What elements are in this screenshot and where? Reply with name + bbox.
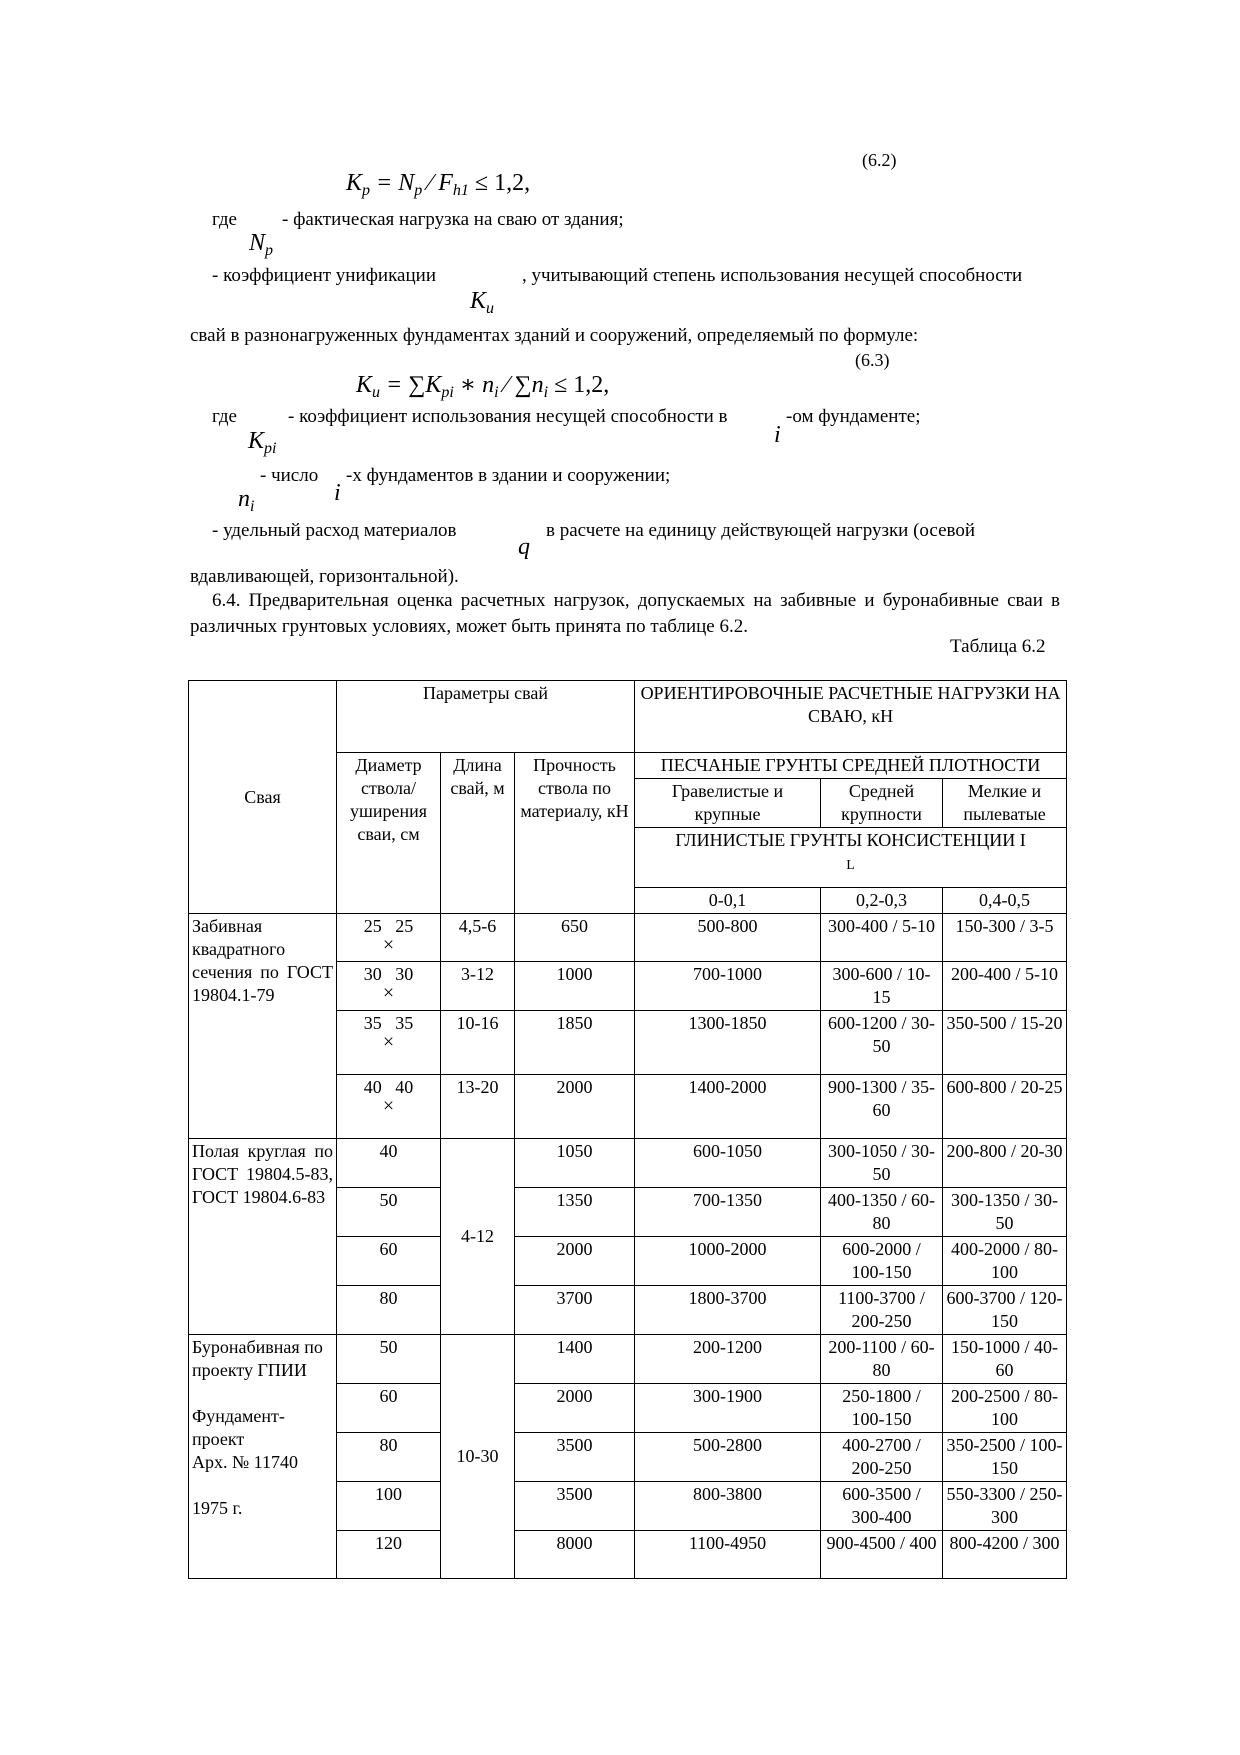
ku-text-line2: свай в разнонагруженных фундаментах зданий и сооружений, определяемый по формуле:: [190, 325, 919, 346]
eq-subscript: pi: [441, 384, 454, 401]
load-cell: 300-1350 / 30-50: [943, 1188, 1067, 1237]
eq-part: ≤ 1,2,: [468, 170, 531, 196]
eq-subscript: i: [543, 384, 549, 401]
kpi-text-b: -ом фундаменте;: [786, 406, 921, 427]
strength-cell: 3500: [515, 1433, 635, 1482]
dim-a: 35: [363, 1013, 382, 1033]
sym: K: [470, 288, 487, 314]
bored-label: проекту ГПИИ: [192, 1360, 307, 1380]
table-caption: Таблица 6.2: [950, 636, 1046, 657]
header-consistency-2: 0,2-0,3: [821, 888, 943, 914]
length-cell: 4-12: [441, 1139, 515, 1335]
dim-b: 40: [395, 1077, 414, 1097]
load-cell: 800-4200 / 300: [943, 1531, 1067, 1579]
length-cell: 10-16: [441, 1011, 515, 1075]
header-consistency-1: 0-0,1: [635, 888, 821, 914]
q-text-line2: вдавливающей, горизонтальной).: [190, 566, 459, 587]
load-cell: 400-2000 / 80-100: [943, 1237, 1067, 1286]
diameter-cell: [337, 1011, 441, 1075]
load-cell: 700-1000: [635, 962, 821, 1011]
bored-label: Буронабивная по: [192, 1337, 323, 1357]
equation-6-3: [356, 370, 609, 402]
load-cell: 1100-3700 / 200-250: [821, 1286, 943, 1335]
ni-symbol: [238, 486, 254, 516]
dim-a: 25: [363, 916, 382, 936]
header-diameter: Диаметр ствола/ уширения сваи, см: [337, 753, 441, 914]
load-cell: 600-1200 / 30-50: [821, 1011, 943, 1075]
load-cell: 600-3700 / 120-150: [943, 1286, 1067, 1335]
bored-label: 1975 г.: [192, 1498, 243, 1518]
header-pile: Свая: [189, 681, 337, 914]
strength-cell: 1400: [515, 1335, 635, 1384]
length-cell: 13-20: [441, 1075, 515, 1139]
table-row: [189, 914, 1067, 962]
load-cell: 300-1050 / 30-50: [821, 1139, 943, 1188]
strength-cell: 1050: [515, 1139, 635, 1188]
equation-number-6-2: (6.2): [862, 150, 897, 170]
strength-cell: 3500: [515, 1482, 635, 1531]
kpi-text-a: - коэффициент использования несущей способности в: [288, 406, 728, 427]
where-label: где: [212, 209, 237, 230]
i-symbol: i: [774, 422, 781, 448]
where-label: где: [212, 406, 237, 427]
q-text-a: - удельный расход материалов: [212, 520, 457, 541]
load-cell: 300-600 / 10-15: [821, 962, 943, 1011]
dim-a: 40: [363, 1077, 382, 1097]
strength-cell: 650: [515, 914, 635, 962]
header-strength: Прочность ствола по материалу, кН: [515, 753, 635, 914]
eq-subscript: i: [494, 384, 499, 401]
load-cell: 400-1350 / 60-80: [821, 1188, 943, 1237]
load-cell: 200-800 / 20-30: [943, 1139, 1067, 1188]
eq-subscript: p: [362, 182, 371, 199]
i-symbol: i: [334, 480, 341, 506]
load-cell: 1400-2000: [635, 1075, 821, 1139]
diameter-cell: 80: [337, 1286, 441, 1335]
load-cell: 800-3800: [635, 1482, 821, 1531]
header-gravel: Гравелистые и крупные: [635, 779, 821, 828]
strength-cell: 2000: [515, 1075, 635, 1139]
strength-cell: 2000: [515, 1384, 635, 1433]
diameter-cell: 50: [337, 1335, 441, 1384]
load-cell: 150-1000 / 40-60: [943, 1335, 1067, 1384]
header-clay: [635, 828, 1067, 888]
diameter-cell: 80: [337, 1433, 441, 1482]
load-cell: 1000-2000: [635, 1237, 821, 1286]
np-symbol: [249, 230, 273, 260]
eq-subscript: u: [372, 384, 381, 401]
eq-subscript: p: [414, 182, 423, 199]
strength-cell: 1850: [515, 1011, 635, 1075]
np-definition: - фактическая нагрузка на сваю от здания;: [282, 209, 624, 230]
load-cell: 350-500 / 15-20: [943, 1011, 1067, 1075]
header-sand: ПЕСЧАНЫЕ ГРУНТЫ СРЕДНЕЙ ПЛОТНОСТИ: [635, 753, 1067, 779]
length-cell: 10-30: [441, 1335, 515, 1579]
load-cell: 600-2000 / 100-150: [821, 1237, 943, 1286]
diameter-cell: 40: [337, 1139, 441, 1188]
diameter-cell: 60: [337, 1384, 441, 1433]
header-length: Длина свай, м: [441, 753, 515, 914]
clay-label: ГЛИНИСТЫЕ ГРУНТЫ КОНСИСТЕНЦИИ I: [675, 830, 1026, 850]
load-cell: 250-1800 / 100-150: [821, 1384, 943, 1433]
ni-text-b: -х фундаментов в здании и сооружении;: [346, 465, 671, 486]
clay-subscript: L: [846, 858, 855, 873]
dim-b: 30: [395, 964, 414, 984]
load-cell: 300-1900: [635, 1384, 821, 1433]
dim-b: 25: [395, 916, 414, 936]
load-cell: 600-3500 / 300-400: [821, 1482, 943, 1531]
load-cell: 900-1300 / 35-60: [821, 1075, 943, 1139]
paragraph-6-4: 6.4. Предварительная оценка расчетных нагрузок, допускаемых на забивные и буронабивные сваи в различных грунтовых условиях, может быть принята по таблице 6.2.: [190, 590, 1060, 637]
diameter-cell: [337, 914, 441, 962]
eq-part: = N: [370, 170, 415, 196]
q-text-b: в расчете на единицу действующей нагрузки (осевой: [546, 520, 976, 541]
group-driven-square: Забивная квадратного сечения по ГОСТ 19804.1-79: [189, 914, 337, 1139]
load-cell: 200-1100 / 60-80: [821, 1335, 943, 1384]
eq-part: ⁄ ∑n: [498, 372, 544, 398]
ku-text-b: , учитывающий степень использования несущей способности: [522, 265, 1023, 286]
sym-sub: i: [250, 498, 255, 515]
eq-part: ⁄ F: [422, 170, 453, 196]
times-icon: ×: [382, 934, 395, 956]
sym: K: [248, 428, 265, 454]
header-consistency-3: 0,4-0,5: [943, 888, 1067, 914]
ku-symbol: [470, 288, 494, 318]
eq-part: ∗ n: [453, 372, 495, 398]
strength-cell: 1350: [515, 1188, 635, 1237]
load-cell: 900-4500 / 400: [821, 1531, 943, 1579]
load-cell: 500-2800: [635, 1433, 821, 1482]
load-cell: 1100-4950: [635, 1531, 821, 1579]
diameter-cell: 60: [337, 1237, 441, 1286]
header-loads: ОРИЕНТИРОВОЧНЫЕ РАСЧЕТНЫЕ НАГРУЗКИ НА СВАЮ, кН: [635, 681, 1067, 753]
times-icon: ×: [382, 1031, 395, 1053]
load-cell: 400-2700 / 200-250: [821, 1433, 943, 1482]
load-cell: 150-300 / 3-5: [943, 914, 1067, 962]
dim-a: 30: [363, 964, 382, 984]
load-cell: 500-800: [635, 914, 821, 962]
header-fine: Мелкие и пылеватые: [943, 779, 1067, 828]
load-cell: 1800-3700: [635, 1286, 821, 1335]
load-cell: 700-1350: [635, 1188, 821, 1237]
strength-cell: 3700: [515, 1286, 635, 1335]
diameter-cell: [337, 962, 441, 1011]
sym: n: [238, 486, 250, 512]
sym: N: [249, 230, 266, 256]
eq-symbol: K: [356, 372, 373, 398]
eq-part: = ∑K: [380, 372, 442, 398]
load-cell: 200-400 / 5-10: [943, 962, 1067, 1011]
dim-b: 35: [395, 1013, 414, 1033]
diameter-cell: 120: [337, 1531, 441, 1579]
load-cell: 600-1050: [635, 1139, 821, 1188]
length-cell: 3-12: [441, 962, 515, 1011]
length-cell: 4,5-6: [441, 914, 515, 962]
table-row: [189, 1139, 1067, 1188]
table-6-2: [188, 680, 1067, 1579]
eq-subscript: h1: [452, 182, 469, 199]
load-cell: 550-3300 / 250-300: [943, 1482, 1067, 1531]
diameter-cell: [337, 1075, 441, 1139]
load-cell: 200-1200: [635, 1335, 821, 1384]
times-icon: ×: [382, 982, 395, 1004]
kpi-symbol: [248, 428, 276, 458]
load-cell: 350-2500 / 100-150: [943, 1433, 1067, 1482]
group-bored: [189, 1335, 337, 1579]
strength-cell: 1000: [515, 962, 635, 1011]
sym-sub: p: [265, 242, 274, 259]
group-hollow-round: Полая круглая по ГОСТ 19804.5-83, ГОСТ 19804.6-83: [189, 1139, 337, 1335]
sym-sub: u: [486, 300, 495, 317]
equation-number-6-3: (6.3): [855, 350, 890, 370]
load-cell: 600-800 / 20-25: [943, 1075, 1067, 1139]
q-symbol: q: [518, 534, 530, 560]
load-cell: 1300-1850: [635, 1011, 821, 1075]
bored-label: Фундамент-проект: [192, 1406, 285, 1449]
table-row: [189, 1335, 1067, 1384]
header-medium: Средней крупности: [821, 779, 943, 828]
strength-cell: 8000: [515, 1531, 635, 1579]
eq-part: ≤ 1,2,: [548, 372, 610, 398]
strength-cell: 2000: [515, 1237, 635, 1286]
ku-text-a: - коэффициент унификации: [212, 265, 436, 286]
ni-text-a: - число: [260, 465, 319, 486]
diameter-cell: 50: [337, 1188, 441, 1237]
load-cell: 300-400 / 5-10: [821, 914, 943, 962]
diameter-cell: 100: [337, 1482, 441, 1531]
bored-label: Арх. № 11740: [192, 1452, 299, 1472]
sym-sub: pi: [264, 440, 277, 457]
eq-symbol: K: [346, 170, 363, 196]
load-cell: 200-2500 / 80-100: [943, 1384, 1067, 1433]
header-params: Параметры свай: [337, 681, 635, 753]
times-icon: ×: [382, 1095, 395, 1117]
equation-6-2: [346, 170, 530, 200]
